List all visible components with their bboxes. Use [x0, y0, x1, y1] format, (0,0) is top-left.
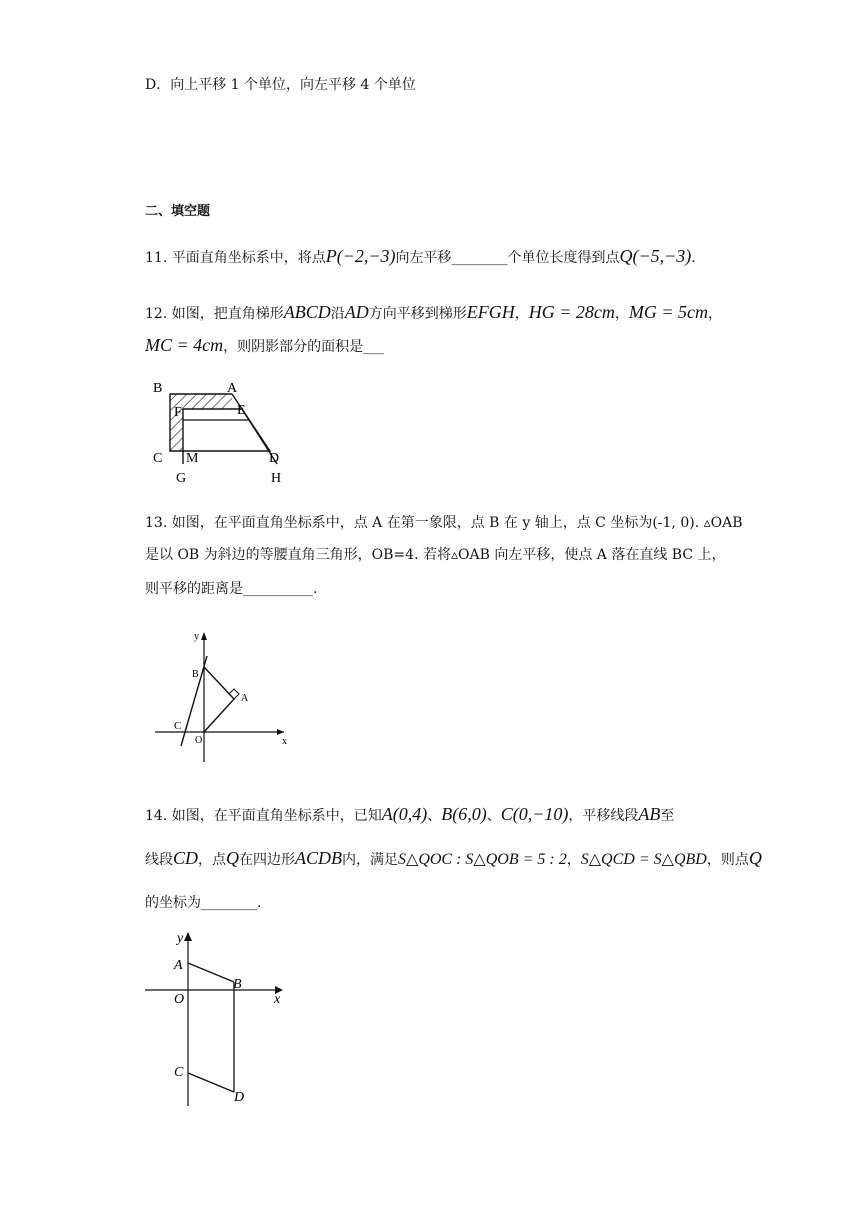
- label-c: C: [174, 720, 182, 732]
- parallelogram-figure: [143, 926, 293, 1108]
- q14-acdb: ACDB: [295, 848, 343, 868]
- trapezoid-figure: [145, 376, 295, 486]
- label-c: C: [153, 451, 163, 466]
- q12-hg: HG = 28cm: [528, 302, 615, 322]
- q12-number: 12.: [145, 306, 168, 322]
- question-11: [145, 246, 696, 267]
- label-c: C: [174, 1065, 184, 1080]
- segment-ab: [188, 963, 234, 982]
- label-g: G: [176, 471, 187, 486]
- q14-sep-2: 、: [486, 808, 501, 824]
- q11-end: .: [691, 250, 696, 266]
- label-a: A: [241, 693, 249, 704]
- q14-point-c: C(0,−10): [500, 804, 569, 824]
- q11-point-p: P(−2,−3): [325, 246, 396, 266]
- q14-cd: CD: [173, 848, 199, 868]
- label-y: y: [194, 631, 199, 642]
- q14-point-a: A(0,4): [381, 804, 428, 824]
- label-a: A: [227, 381, 238, 396]
- q13-line-2: 是以 OB 为斜边的等腰直角三角形，OB=4. 若将▵OAB 向左平移，使点 A 落在直线 BC 上，: [145, 547, 726, 563]
- q14-l2-text-2: ，点: [198, 852, 227, 868]
- q14-l2-text-4: 内，满足: [342, 852, 399, 868]
- q14-ratio: S△QOC : S△QOB = 5 : 2: [398, 851, 567, 868]
- x-axis-arrow: [277, 729, 284, 735]
- label-f: F: [174, 405, 182, 420]
- y-axis-arrow: [184, 932, 192, 941]
- segment-cd: [188, 1073, 234, 1092]
- label-x: x: [282, 736, 287, 747]
- q14-number: 14.: [145, 808, 168, 824]
- q14-line-3: 的坐标为________.: [145, 895, 262, 911]
- label-b: B: [153, 381, 163, 396]
- q11-number: 11.: [145, 250, 168, 266]
- q14-q: Q: [226, 848, 240, 868]
- label-x: x: [274, 992, 281, 1007]
- q14-equality: S△QCD = S△QBD: [580, 851, 707, 868]
- label-h: H: [271, 471, 282, 486]
- q14-text-2: ，平移线段: [568, 808, 639, 824]
- triangle-oab-figure: [150, 628, 295, 768]
- q12-text-1: 如图，把直角梯形: [171, 306, 284, 322]
- label-m: M: [186, 451, 199, 466]
- label-y: y: [177, 931, 184, 946]
- section-heading: 二、填空题: [145, 204, 211, 219]
- q14-text-3: 至: [660, 808, 675, 824]
- label-a: A: [174, 958, 183, 973]
- q12-abcd: ABCD: [283, 302, 331, 322]
- q12-sep-2: ，: [614, 306, 629, 322]
- q14-sep-1: 、: [427, 808, 442, 824]
- question-14-line-2: [145, 848, 762, 869]
- label-e: E: [237, 403, 246, 418]
- y-axis-arrow: [201, 632, 207, 640]
- q11-text-1: 平面直角坐标系中，将点: [171, 250, 326, 266]
- question-12-line-2: [145, 335, 384, 356]
- label-b: B: [233, 977, 242, 992]
- question-14-line-1: [145, 804, 674, 825]
- question-12-line-1: [145, 302, 722, 323]
- label-b: B: [192, 669, 199, 680]
- label-d: D: [234, 1090, 245, 1105]
- q12-sep-1: ，: [514, 306, 529, 322]
- q12-text-3: 方向平移到梯形: [368, 306, 467, 322]
- q14-ab: AB: [638, 804, 661, 824]
- q14-l2-text-6: ，则点: [706, 852, 749, 868]
- label-o: O: [174, 992, 185, 1007]
- q12-sep-3: ，: [708, 306, 722, 322]
- q14-text-1: 如图，在平面直角坐标系中，已知: [171, 808, 382, 824]
- q12-ad: AD: [344, 302, 369, 322]
- q14-point-b: B(6,0): [441, 804, 487, 824]
- q12-text-2: 沿: [330, 306, 345, 322]
- q12-mg: MG = 5cm: [628, 302, 708, 322]
- label-o: O: [195, 735, 203, 746]
- q14-l2-text-5: ，: [566, 852, 581, 868]
- q14-l2-text-1: 线段: [145, 852, 173, 868]
- q14-q-2: Q: [748, 848, 762, 868]
- q13-line-3: 则平移的距离是__________.: [145, 581, 318, 597]
- option-d: D．向上平移 1 个单位，向左平移 4 个单位: [145, 77, 416, 93]
- q12-efgh: EFGH: [466, 302, 515, 322]
- q13-line-1: 13. 如图，在平面直角坐标系中，点 A 在第一象限，点 B 在 y 轴上，点 C 坐标为(-1, 0). ▵OAB: [145, 515, 743, 531]
- triangle-oab: [204, 667, 234, 732]
- q12-text-4: ，则阴影部分的面积是___: [223, 339, 385, 355]
- q11-point-q: Q(−5,−3): [619, 246, 692, 266]
- q11-text-2: 向左平移________个单位长度得到点: [395, 250, 620, 266]
- q12-mc: MC = 4cm: [145, 335, 224, 355]
- q14-l2-text-3: 在四边形: [239, 852, 296, 868]
- right-angle-mark: [229, 689, 239, 699]
- label-d: D: [269, 451, 280, 466]
